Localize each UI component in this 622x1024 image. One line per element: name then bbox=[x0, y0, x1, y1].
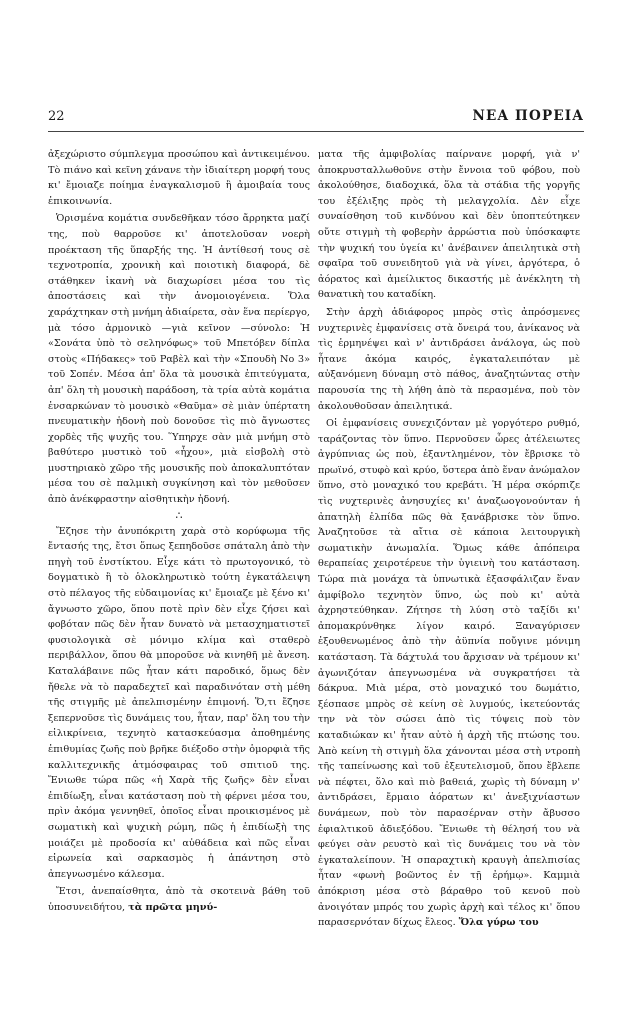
paragraph-bold-text: Ὅλα γύρω του bbox=[458, 917, 539, 929]
paragraph: Ὁρισμένα κομάτια συνδεθῆκαν τόσο ἄρρηκτα μαζί της, ποὺ θαρροῦσε κι' ἀποτελοῦσαν νοερὴ προέκταση τῆς ὕπαρξής της. Ἡ ἀντίθεσή τους σὲ τεχνοτροπία, χρονικὴ καὶ ποιοτικὴ διαφορά, δὲ στάθηκεν ἱκανὴ νὰ διαχωρίσει μέσα του τὶς ἀποστάσεις καὶ τὴν ἀνομοιογένεια. Ὅλα χαράχτηκαν στὴ μνήμη ἀδιαίρετα, σὰν ἕνα περίεργο, μὰ τόσο ἁρμονικὸ —γιὰ κεῖνον —σύνολο: Ἡ «Σονάτα ὑπὸ τὸ σεληνόφως» τοῦ Μπετόβεν δίπλα στοὺς «Πήδακες» τοῦ Ραβὲλ καὶ τὴν «Σπουδὴ Νο 3» τοῦ Σοπέν. Μέσα ἀπ' ὅλα τὰ μουσικὰ ἐπιτεύγματα, ἀπ' ὅλη τὴ μουσικὴ παράδοση, τὰ τρία αὐτὰ κομάτια ἐνσαρκώναν τὸ μουσικὸ «Θαῦμα» σὲ μιὰν ὑπέρτατη πνευματικὴν ἡδονὴ ποὺ δονοῦσε τὶς πιὸ ἄγνωστες χορδὲς τῆς ψυχῆς του. Ὕπηρχε σὰν μιὰ μνήμη στὸ βαθύτερο μυστικὸ τοῦ «ἦχου», μιὰ εἰσβολὴ στὸ μυστηριακὸ χῶρο τῆς μουσικῆς ποὺ ἀποκαλυπτόταν μέσα του σὲ παλμικὴ συγκίνηση καὶ τὸν μεθοῦσεν ἀπὸ ἀνέκφραστην αἰσθητικὴν ἡδονή. bbox=[48, 213, 310, 506]
paragraph-text: Οἱ ἐμφανίσεις συνεχιζόνταν μὲ γοργότερο ρυθμό, ταράζοντας τὸν ὕπνο. Περνοῦσεν ὧρες ἀτέλειωτες ἀγρύπνιας ὡς ποὺ, ἐξαντλημένον, τὸν ἔβρισκε τὸ πρωϊνό, στυφὸ καὶ κρύο, ὕστερα ἀπὸ ἕναν ἀνώμαλον ὕπνο, στὸ μοναχικό του κρεβάτι. Ἡ μέρα σκόρπιζε τὶς νυχτερινὲς ἀνησυχίες κι' ἀναζωογονούνταν ἡ ἀπατηλὴ ἐλπίδα πῶς θὰ ξανάβρισκε τὸν ὕπνο. Ἀναζητοῦσε τὰ αἴτια σὲ κάποια λειτουργικὴ σωματικὴν ἀνωμαλία. Ὅμως κάθε ἀπόπειρα θεραπείας χειροτέρευε τὴν ὑγιεινὴ του κατάσταση. Τώρα πιὰ μονάχα τὰ ὑπνωτικὰ ἐξασφάλιζαν ἕναν ἀμφίβολο τεχνητὸν ὕπνο, ὡς ποὺ κι' αὐτὰ ἀχρηστεύθηκαν. Ζήτησε τὴ λύση στὸ ταξίδι κι' ἀπομακρύνθηκε λίγον καιρό. Ξαναγύρισεν ἐξουθενωμένος ἀπὸ τὴν ἀϋπνία ποὔγινε μόνιμη κατάσταση. Τὰ δάχτυλά του ἄρχισαν νὰ τρέμουν κι' ἀγωνιζόταν ἀπεγνωσμένα νὰ συγκρατήσει τὰ δάκρυα. Μιὰ μέρα, στὸ μοναχικό του δωμάτιο, ξέσπασε μπρὸς σὲ κείνη σὲ λυγμούς, ἱκετεύοντάς την νὰ τὸν σώσει ἀπὸ τὶς τύψεις ποὺ τὸν καταδιώκαν κι' ἦταν αὐτὸ ἡ ἀρχὴ τῆς πτώσης του. Ἀπὸ κείνη τὴ στιγμὴ ὅλα χάνονται μέσα στὴ ντροπὴ τῆς ταπείνωσης καὶ τοῦ ἐξευτελισμοῦ, ὅπου ἔβλεπε νὰ πέφτει, ὅλο καὶ πιὸ βαθειά, χωρὶς τὴ δύναμη ν' ἀντιδράσει, ἔρμαιο ἀόρατων κι' ἀνεξιχνίαστων δυνάμεων, ποὺ τὸν παρασέρναν στὴν ἄβυσσο ἐφιαλτικοῦ ἀδιεξόδου. Ἔνιωθε τὴ θέλησή του νὰ φεύγει σὰν ρευστὸ καὶ τὶς δυνάμεις του νὰ τὸν ἐγκαταλείπουν. Ἡ σπαραχτικὴ κραυγὴ ἀπελπισίας ἦταν «φωνὴ βοῶντος ἐν τῇ ἐρήμῳ». Καμμιὰ ἀπόκριση μέσα στὸ βάραθρο τοῦ κενοῦ ποὺ ἀνοιγόταν μπρός του χωρὶς ἀρχὴ καὶ τέλος κι' ὅπου παρασερνόταν δίχως ἔλεος. bbox=[318, 418, 580, 929]
paragraph: Στὴν ἀρχὴ ἀδιάφορος μπρὸς στὶς ἀπρόσμενες νυχτερινὲς ἐμφανίσεις στὰ ὄνειρά του, ἀνίκανος νὰ τὶς ἑρμηνέψει καὶ ν' ἀντιδράσει ἀνάλογα, ὡς ποὺ ἦτανε ἀκόμα καιρός, ἐγκαταλειπόταν μὲ αὐξανόμενη δύναμη στὸ πάθος, ἀναζητώντας στὴν παρουσία της τὴ λήθη ἀπὸ τὰ περασμένα, ποὺ τὸν ἀκολουθοῦσαν ἀπειλητικά. bbox=[318, 306, 580, 412]
running-header bbox=[48, 104, 584, 124]
paragraph bbox=[318, 416, 580, 931]
paragraph: ματα τῆς ἀμφιβολίας παίρνανε μορφή, γιὰ ν' ἀποκρυσταλλωθοῦνε στὴν ἔννοια τοῦ φόβου, ποὺ ἀκολούθησε, διαδοχικά, ὅλα τὰ στάδια τῆς γοργῆς του ἐξέλιξης πρὸς τὴ μελαγχολία. Δὲν εἶχε συναίσθηση τοῦ κινδύνου καὶ δὲν ὑποπτεύτηκεν οὔτε στιγμὴ τὴ φοβερὴν ἀρρώστια ποὺ ὑπόσκαφτε τὴν ψυχική του ὑγεία κι' ἀνέβαινεν ἀπειλητικὰ στὴ σφαῖρα τοῦ συνειδητοῦ γιὰ νὰ γίνει, ἀργότερα, ὁ ἀόρατος καὶ ἀμείλικτος δικαστής μὲ ἀνέκλητη τὴ θανατικὴ του καταδίκη. bbox=[318, 149, 580, 301]
header-rule bbox=[48, 131, 584, 132]
paragraph-bold-text: τὰ πρῶτα μηνύ- bbox=[128, 901, 218, 913]
left-column bbox=[48, 147, 310, 916]
page-number: 22 bbox=[48, 109, 65, 124]
running-title: ΝΕΑ ΠΟΡΕΙΑ bbox=[472, 108, 584, 124]
right-column bbox=[318, 147, 580, 931]
paragraph-text: Ἔτσι, ἀνεπαίσθητα, ἀπὸ τὰ σκοτεινὰ βάθη τοῦ ὑποσυνειδήτου, bbox=[48, 886, 310, 913]
paragraph bbox=[48, 884, 310, 915]
paragraph: ἀξεχώριστο σύμπλεγμα προσώπου καὶ ἀντικειμένου. Τὸ πιάνο καὶ κεῖνη χάνανε τὴν ἰδιαίτερη μορφή τους κι' ἔμοιαζε ποίημα ἐναγκαλισμοῦ ἢ ἀμοιβαία τους ἐπικοινωνία. bbox=[48, 149, 310, 207]
section-ornament: ∴ bbox=[175, 508, 183, 522]
paragraph: Ἔζησε τὴν ἀνυπόκριτη χαρὰ στὸ κορύφωμα τῆς ἔντασής της, ἔτσι ὅπως ξεπηδοῦσε σπάταλη ἀπὸ τὴν πηγὴ τοῦ ἐνστίκτου. Εἶχε κάτι τὸ πρωτογονικό, τὸ δογματικὸ ἢ τὸ ὁλοκληρωτικὸ τούτη ἐγκατάλειψη στὸ πέλαγος τῆς εὐδαιμονίας κι' ἔμοιαζε μὲ ξένο κι' ἄγνωστο χῶρο, ὅπου ποτὲ πρὶν δὲν εἶχε ζήσει καὶ φοβόταν πῶς δὲν ἦταν δυνατὸ νὰ μετασχηματιστεῖ φυσιολογικὰ σὲ μόνιμο κλίμα καὶ σταθερὸ περιβάλλον, ὅπου θὰ μποροῦσε νὰ κινηθῆ μὲ ἄνεση. Καταλάβαινε πῶς ἦταν κάτι παροδικό, ὅμως δὲν ἤθελε νὰ τὸ παραδεχτεῖ καὶ παραδινόταν στὴ μέθη τῆς στιγμῆς μὲ ἀπελπισμένην ἐπιμονή. Ὅ,τι ἔζησε ξεπερνοῦσε τὶς δυνάμεις του, ἦταν, παρ' ὅλη του τὴν εἰλικρίνεια, τεχνητὸ κατασκεύασμα ἀποθημένης ἐπιθυμίας ζωῆς ποὺ βρῆκε διέξοδο στὴν ὁμορφιὰ τῆς καλλιτεχνικῆς ἀτμόσφαιρας τοῦ σπιτιοῦ της. Ἔνιωθε τώρα πῶς «ἡ Χαρὰ τῆς ζωῆς» δὲν εἶναι ἐπιδίωξη, εἶναι κατάσταση ποὺ τὴ φέρνει μέσα του, πρὶν ἀκόμα γεννηθεῖ, ὁποῖος εἶναι προικισμένος μὲ σωματικὴ καὶ ψυχικὴ ρώμη, πῶς ἡ ἐπιδίωξὴ της μοιάζει μὲ προδοσία κι' αὐθάδεια καὶ πῶς εἶναι εἰρωνεία καὶ σαρκασμὸς ἡ ἀπάντηση στὸ ἀπεγνωσμένο κάλεσμα. bbox=[48, 525, 310, 880]
